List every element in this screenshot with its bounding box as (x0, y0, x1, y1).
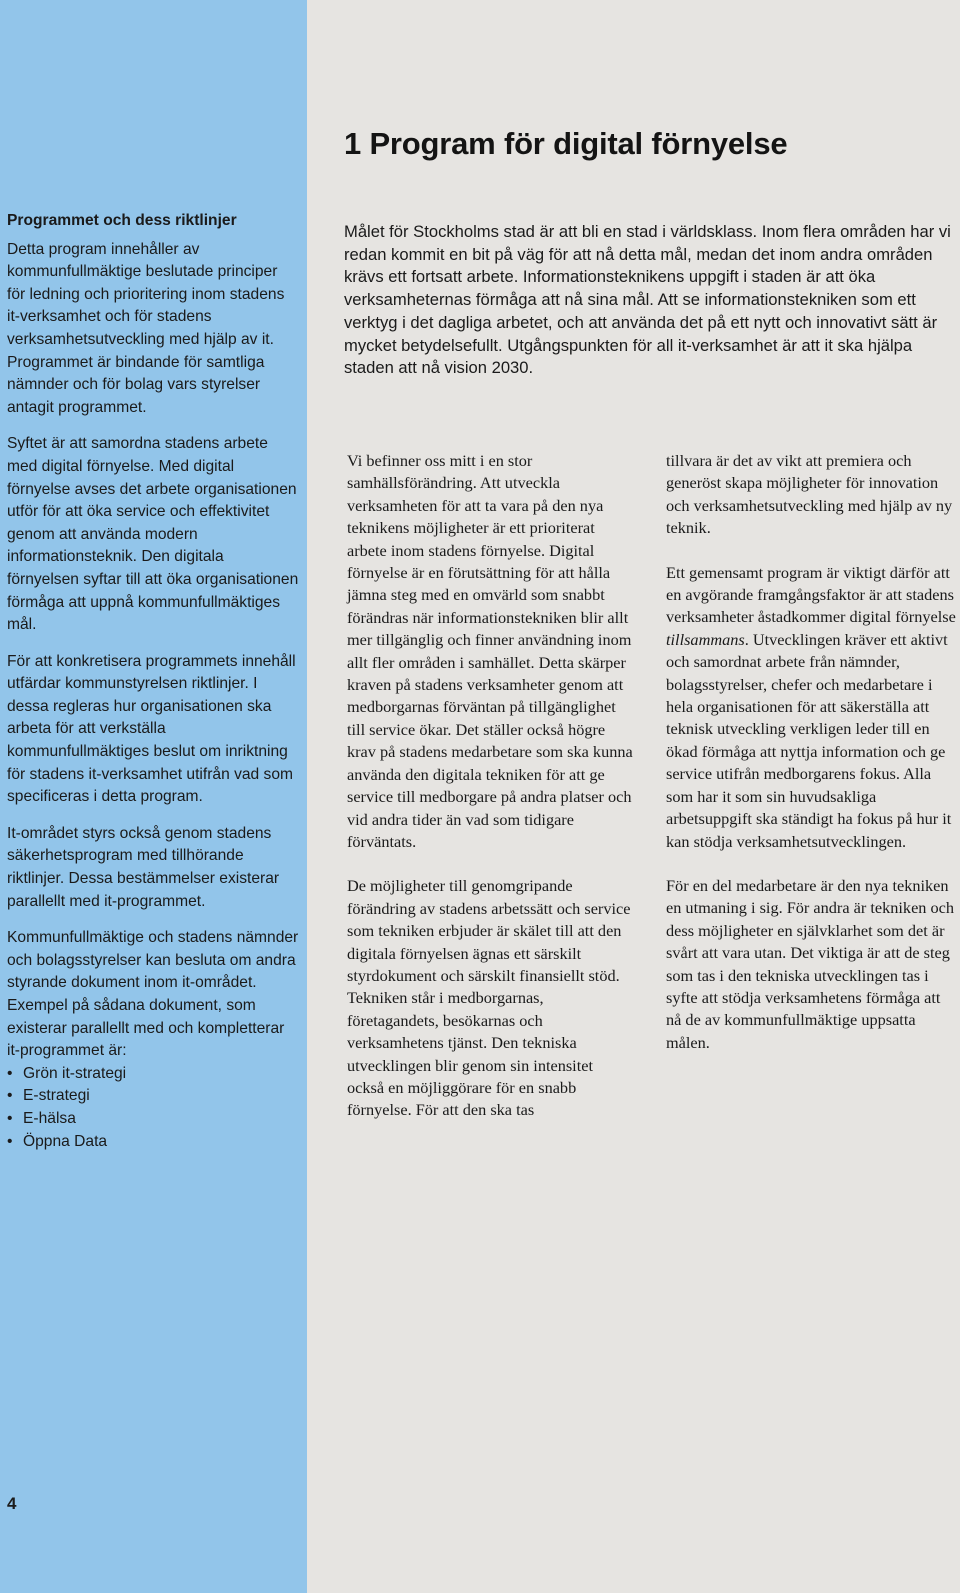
body-text: . Utvecklingen kräver ett aktivt och samordnat arbete från nämnder, bolagsstyrelser, chefer och medarbetare i hela organisationen för att säkerställa att teknisk utveckling verkligen leder till en ökad förmåga att nyttja information och ge service utifrån medborgarens fokus. Alla som har it som sin huvudsakliga arbetsuppgift ska ständigt ha fokus på hur it kan stödja verksamhetsutvecklingen. (666, 629, 952, 851)
sidebar-paragraph: Syftet är att samordna stadens arbete med digital förnyelse. Med digital förnyelse avses det arbete organisationen utför för att öka service och effektivitet genom att använda modern informationsteknik. Den digitala förnyelsen syftar till att öka organisationen förmåga att uppnå kommunfullmäktiges mål. (7, 435, 299, 634)
document-list (7, 1063, 299, 1153)
body-paragraph: De möjligheter till genomgripande förändring av stadens arbetssätt och service som tekniken erbjuder är skälet till att den digitala förnyelsen ägnas ett särskilt styrdokument och särskilt finansiellt stöd. Tekniken står i medborgarnas, företagandets, besökarnas och verksamhetens tjänst. Den tekniska utvecklingen blir genom sin intensitet också en möjliggörare för en snabb förnyelse. För att den ska tas (347, 876, 631, 1120)
sidebar-paragraph: För att konkretisera programmets innehåll utfärdar kommunstyrelsen riktlinjer. I dessa regleras hur organisationen ska arbeta för att verkställa kommunfullmäktiges beslut om inriktning för stadens it-verksamhet utifrån vad som specificeras i detta program. (7, 652, 296, 806)
body-paragraph (666, 562, 958, 853)
page-title: 1 Program för digital förnyelse (344, 126, 788, 161)
body-column-1 (347, 450, 633, 1144)
body-paragraph: tillvara är det av vikt att premiera och generöst skapa möjligheter för innovation och verksamhetsutveckling med hjälp av ny teknik. (666, 451, 953, 538)
list-item: • Öppna Data (7, 1131, 299, 1154)
list-item: • E-hälsa (7, 1108, 299, 1131)
list-item: • E-strategi (7, 1085, 299, 1108)
sidebar-paragraph: It-området styrs också genom stadens säkerhetsprogram med tillhörande riktlinjer. Dessa bestämmelser existerar parallellt med it-programmet. (7, 824, 280, 910)
list-item: • Grön it-strategi (7, 1063, 299, 1086)
emphasis-text: tillsammans (666, 629, 745, 649)
sidebar (0, 0, 307, 1593)
intro-paragraph: Målet för Stockholms stad är att bli en stad i världsklass. Inom flera områden har vi redan kommit en bit på väg för att nå detta mål, medan det inom andra områden krävs ett fortsatt arbete. Informationsteknikens uppgift i staden är att öka verksamheternas förmåga att nå sina mål. Att se informationstekniken som ett verktyg i det dagliga arbetet, och att använda det på ett nytt och innovativt sätt är mycket betydelsefullt. Utgångspunkten för all it-verksamhet är att it ska hjälpa staden att nå vision 2030. (344, 222, 951, 378)
sidebar-heading: Programmet och dess riktlinjer (7, 212, 237, 229)
body-paragraph: För en del medarbetare är den nya tekniken en utmaning i sig. För andra är tekniken och dess möjligheter en självklarhet som det är svårt att vara utan. Det viktiga är att de steg som tas i den tekniska utvecklingen tas i syfte att stödja verksamhetens förmåga att nå de av kommunfullmäktige uppsatta målen. (666, 875, 955, 1052)
body-column-2 (666, 450, 958, 1076)
body-paragraph: Vi befinner oss mitt i en stor samhällsförändring. Att utveckla verksamheten för att ta vara på den nya teknikens möjligheter är ett prioriterat arbete inom stadens förnyelse. Digital förnyelse är en förutsättning för att hålla jämna steg med en omvärld som snabbt förändras när informationstekniken blir allt mer tillgänglig och finner användning inom allt fler områden i samhället. Detta skärper kraven på stadens verksamheter genom att medborgarnas förväntan på tillgänglighet till service ökar. Det ställer också högre krav på stadens medarbetare som ska kunna använda den digitala tekniken för att ge service till medborgare på andra platser och vid andra tider än vad som tidigare förväntats. (347, 451, 633, 851)
sidebar-paragraph: Kommunfullmäktige och stadens nämnder och bolagsstyrelser kan besluta om andra styrande dokument inom it-området. Exempel på sådana dokument, som existerar parallellt med och kompletterar it-programmet är: (7, 929, 299, 1060)
body-text: Ett gemensamt program är viktigt därför att en avgörande framgångsfaktor är att stadens verksamheter åstadkommer digital förnyelse (666, 562, 956, 627)
page-number: 4 (7, 1494, 17, 1513)
sidebar-paragraph: Detta program innehåller av kommunfullmäktige beslutade principer för ledning och prioritering inom stadens it-verksamhet och för stadens verksamhetsutveckling med hjälp av it. Programmet är bindande för samtliga nämnder och för bolag vars styrelser antagit programmet. (7, 240, 285, 416)
sidebar-content (7, 210, 299, 1153)
